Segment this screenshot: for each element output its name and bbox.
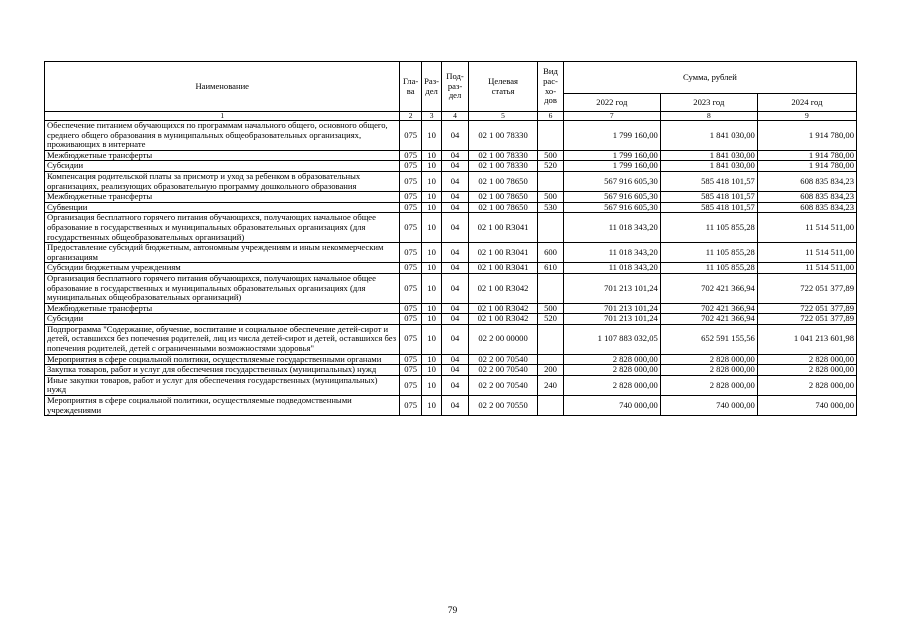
table-row — [45, 121, 857, 151]
header-glava: Гла- ва — [400, 62, 421, 112]
row-sum-2024: 2 828 000,00 — [757, 365, 856, 376]
row-target: 02 2 00 70550 — [468, 396, 537, 416]
table-row — [45, 150, 857, 161]
row-glava: 075 — [400, 365, 421, 376]
row-podrazdel: 04 — [442, 303, 469, 314]
row-razdel: 10 — [421, 396, 441, 416]
row-name: Субсидии бюджетным учреждениям — [45, 263, 400, 274]
row-razdel: 10 — [421, 150, 441, 161]
row-name: Предоставление субсидий бюджетным, автономным учреждениям и иным некоммерческим организациям — [45, 243, 400, 263]
row-sum-2024: 722 051 377,89 — [757, 273, 856, 303]
header-vid: Вид рас- хо- дов — [538, 62, 564, 112]
row-name: Подпрограмма "Содержание, обучение, воспитание и социальное обеспечение детей-сирот и детей, оставшихся без попечения родителей, лиц из числа детей-сирот и детей, оставшихся без попечения родителей, детей с ограниченными возможностями здоровья" — [45, 324, 400, 354]
row-name: Межбюджетные трансферты — [45, 303, 400, 314]
row-vid — [538, 354, 564, 365]
row-target: 02 1 00 78330 — [468, 150, 537, 161]
row-sum-2024: 608 835 834,23 — [757, 192, 856, 203]
row-vid: 500 — [538, 150, 564, 161]
row-target: 02 1 00 78330 — [468, 121, 537, 151]
row-razdel: 10 — [421, 192, 441, 203]
table-row — [45, 202, 857, 213]
row-glava: 075 — [400, 396, 421, 416]
row-podrazdel: 04 — [442, 192, 469, 203]
row-razdel: 10 — [421, 324, 441, 354]
page-number: 79 — [447, 606, 458, 616]
row-target: 02 1 00 R3041 — [468, 213, 537, 243]
row-razdel: 10 — [421, 303, 441, 314]
table-row — [45, 324, 857, 354]
row-target: 02 1 00 78330 — [468, 161, 537, 172]
row-sum-2023: 702 421 366,94 — [660, 273, 757, 303]
column-number: 5 — [468, 112, 537, 121]
row-podrazdel: 04 — [442, 213, 469, 243]
row-sum-2024: 11 514 511,00 — [757, 213, 856, 243]
row-razdel: 10 — [421, 273, 441, 303]
row-sum-2024: 1 914 780,00 — [757, 150, 856, 161]
row-target: 02 2 00 00000 — [468, 324, 537, 354]
row-glava: 075 — [400, 121, 421, 151]
column-number: 7 — [563, 112, 660, 121]
row-sum-2022: 567 916 605,30 — [563, 202, 660, 213]
row-sum-2023: 1 841 030,00 — [660, 121, 757, 151]
row-sum-2022: 11 018 343,20 — [563, 263, 660, 274]
row-sum-2024: 740 000,00 — [757, 396, 856, 416]
row-sum-2023: 11 105 855,28 — [660, 243, 757, 263]
row-glava: 075 — [400, 150, 421, 161]
row-sum-2023: 2 828 000,00 — [660, 375, 757, 395]
row-sum-2024: 1 914 780,00 — [757, 161, 856, 172]
row-razdel: 10 — [421, 171, 441, 191]
row-sum-2023: 11 105 855,28 — [660, 263, 757, 274]
row-podrazdel: 04 — [442, 121, 469, 151]
row-sum-2023: 11 105 855,28 — [660, 213, 757, 243]
row-vid — [538, 324, 564, 354]
row-sum-2024: 11 514 511,00 — [757, 243, 856, 263]
row-vid: 600 — [538, 243, 564, 263]
row-target: 02 1 00 78650 — [468, 192, 537, 203]
row-sum-2022: 1 799 160,00 — [563, 150, 660, 161]
row-target: 02 1 00 78650 — [468, 171, 537, 191]
row-glava: 075 — [400, 303, 421, 314]
row-razdel: 10 — [421, 213, 441, 243]
row-razdel: 10 — [421, 263, 441, 274]
table-row — [45, 161, 857, 172]
row-razdel: 10 — [421, 314, 441, 325]
row-vid: 610 — [538, 263, 564, 274]
row-glava: 075 — [400, 273, 421, 303]
header-year-2022: 2022 год — [563, 94, 660, 112]
row-razdel: 10 — [421, 121, 441, 151]
row-name: Субвенции — [45, 202, 400, 213]
table-row — [45, 365, 857, 376]
row-podrazdel: 04 — [442, 171, 469, 191]
row-vid: 500 — [538, 303, 564, 314]
row-vid — [538, 171, 564, 191]
row-sum-2022: 1 799 160,00 — [563, 121, 660, 151]
row-sum-2023: 2 828 000,00 — [660, 354, 757, 365]
row-podrazdel: 04 — [442, 314, 469, 325]
table-body — [45, 121, 857, 416]
table-row — [45, 303, 857, 314]
row-name: Межбюджетные трансферты — [45, 192, 400, 203]
row-razdel: 10 — [421, 354, 441, 365]
row-sum-2023: 585 418 101,57 — [660, 171, 757, 191]
row-sum-2022: 567 916 605,30 — [563, 192, 660, 203]
row-name: Компенсация родительской платы за присмотр и уход за ребенком в образовательных организациях, реализующих образовательную программу дошкольного образования — [45, 171, 400, 191]
table-row — [45, 273, 857, 303]
row-name: Субсидии — [45, 314, 400, 325]
row-sum-2024: 722 051 377,89 — [757, 314, 856, 325]
row-razdel: 10 — [421, 375, 441, 395]
row-sum-2024: 11 514 511,00 — [757, 263, 856, 274]
row-podrazdel: 04 — [442, 365, 469, 376]
row-sum-2023: 1 841 030,00 — [660, 161, 757, 172]
row-target: 02 1 00 78650 — [468, 202, 537, 213]
row-podrazdel: 04 — [442, 396, 469, 416]
row-podrazdel: 04 — [442, 375, 469, 395]
row-glava: 075 — [400, 171, 421, 191]
row-podrazdel: 04 — [442, 243, 469, 263]
row-target: 02 1 00 R3042 — [468, 303, 537, 314]
table-row — [45, 354, 857, 365]
header-sum: Сумма, рублей — [563, 62, 856, 94]
header-name: Наименование — [45, 62, 400, 112]
row-sum-2022: 2 828 000,00 — [563, 365, 660, 376]
row-podrazdel: 04 — [442, 161, 469, 172]
row-sum-2022: 11 018 343,20 — [563, 243, 660, 263]
row-glava: 075 — [400, 202, 421, 213]
column-number: 2 — [400, 112, 421, 121]
row-sum-2022: 2 828 000,00 — [563, 375, 660, 395]
header-razdel: Раз- дел — [421, 62, 441, 112]
row-razdel: 10 — [421, 243, 441, 263]
table-row — [45, 243, 857, 263]
row-glava: 075 — [400, 354, 421, 365]
row-target: 02 1 00 R3041 — [468, 243, 537, 263]
header-year-2023: 2023 год — [660, 94, 757, 112]
table-row — [45, 396, 857, 416]
row-sum-2022: 701 213 101,24 — [563, 303, 660, 314]
row-glava: 075 — [400, 314, 421, 325]
row-vid: 520 — [538, 161, 564, 172]
column-number-row — [45, 112, 857, 121]
row-sum-2023: 652 591 155,56 — [660, 324, 757, 354]
row-podrazdel: 04 — [442, 150, 469, 161]
row-sum-2024: 2 828 000,00 — [757, 375, 856, 395]
row-sum-2023: 702 421 366,94 — [660, 303, 757, 314]
row-name: Иные закупки товаров, работ и услуг для обеспечения государственных (муниципальных) нужд — [45, 375, 400, 395]
row-glava: 075 — [400, 161, 421, 172]
row-name: Организация бесплатного горячего питания обучающихся, получающих начальное общее образование в государственных и муниципальных образовательных организациях (для государственных общеобразовательных организаций) — [45, 213, 400, 243]
row-vid — [538, 213, 564, 243]
row-sum-2022: 701 213 101,24 — [563, 314, 660, 325]
row-sum-2024: 608 835 834,23 — [757, 202, 856, 213]
header-target: Целевая статья — [468, 62, 537, 112]
row-sum-2024: 608 835 834,23 — [757, 171, 856, 191]
row-name: Межбюджетные трансферты — [45, 150, 400, 161]
header-year-2024: 2024 год — [757, 94, 856, 112]
row-vid: 200 — [538, 365, 564, 376]
row-vid: 530 — [538, 202, 564, 213]
row-razdel: 10 — [421, 365, 441, 376]
column-number: 1 — [45, 112, 400, 121]
row-sum-2024: 1 041 213 601,98 — [757, 324, 856, 354]
budget-table — [44, 61, 857, 416]
table-row — [45, 314, 857, 325]
row-sum-2023: 1 841 030,00 — [660, 150, 757, 161]
row-vid: 240 — [538, 375, 564, 395]
row-sum-2022: 2 828 000,00 — [563, 354, 660, 365]
row-sum-2023: 2 828 000,00 — [660, 365, 757, 376]
row-glava: 075 — [400, 375, 421, 395]
row-sum-2024: 2 828 000,00 — [757, 354, 856, 365]
row-glava: 075 — [400, 213, 421, 243]
row-sum-2024: 722 051 377,89 — [757, 303, 856, 314]
row-podrazdel: 04 — [442, 354, 469, 365]
row-name: Мероприятия в сфере социальной политики, осуществляемые подведомственными учреждениями — [45, 396, 400, 416]
row-target: 02 2 00 70540 — [468, 365, 537, 376]
row-sum-2023: 585 418 101,57 — [660, 202, 757, 213]
column-number: 6 — [538, 112, 564, 121]
table-row — [45, 263, 857, 274]
table-row — [45, 171, 857, 191]
table-row — [45, 213, 857, 243]
row-target: 02 1 00 R3042 — [468, 273, 537, 303]
row-sum-2022: 740 000,00 — [563, 396, 660, 416]
table-row — [45, 192, 857, 203]
row-vid: 500 — [538, 192, 564, 203]
column-number: 9 — [757, 112, 856, 121]
row-glava: 075 — [400, 324, 421, 354]
row-sum-2023: 585 418 101,57 — [660, 192, 757, 203]
row-sum-2022: 1 107 883 032,05 — [563, 324, 660, 354]
row-glava: 075 — [400, 243, 421, 263]
row-vid — [538, 121, 564, 151]
row-podrazdel: 04 — [442, 324, 469, 354]
row-razdel: 10 — [421, 202, 441, 213]
column-number: 3 — [421, 112, 441, 121]
row-sum-2022: 701 213 101,24 — [563, 273, 660, 303]
row-glava: 075 — [400, 263, 421, 274]
row-target: 02 2 00 70540 — [468, 375, 537, 395]
row-name: Закупка товаров, работ и услуг для обеспечения государственных (муниципальных) нужд — [45, 365, 400, 376]
row-vid — [538, 273, 564, 303]
table-header — [45, 62, 857, 121]
row-sum-2022: 567 916 605,30 — [563, 171, 660, 191]
row-name: Мероприятия в сфере социальной политики, осуществляемые государственными органами — [45, 354, 400, 365]
column-number: 8 — [660, 112, 757, 121]
table-row — [45, 375, 857, 395]
row-vid — [538, 396, 564, 416]
row-sum-2022: 11 018 343,20 — [563, 213, 660, 243]
row-sum-2023: 740 000,00 — [660, 396, 757, 416]
row-sum-2024: 1 914 780,00 — [757, 121, 856, 151]
row-razdel: 10 — [421, 161, 441, 172]
row-target: 02 1 00 R3041 — [468, 263, 537, 274]
row-sum-2023: 702 421 366,94 — [660, 314, 757, 325]
header-podrazdel: Под- раз- дел — [442, 62, 469, 112]
row-glava: 075 — [400, 192, 421, 203]
row-vid: 520 — [538, 314, 564, 325]
row-podrazdel: 04 — [442, 273, 469, 303]
column-number: 4 — [442, 112, 469, 121]
row-name: Организация бесплатного горячего питания обучающихся, получающих начальное общее образование в государственных и муниципальных образовательных организациях (для муниципальных общеобразовательных организаций) — [45, 273, 400, 303]
row-podrazdel: 04 — [442, 263, 469, 274]
row-target: 02 2 00 70540 — [468, 354, 537, 365]
row-podrazdel: 04 — [442, 202, 469, 213]
row-target: 02 1 00 R3042 — [468, 314, 537, 325]
row-sum-2022: 1 799 160,00 — [563, 161, 660, 172]
row-name: Обеспечение питанием обучающихся по программам начального общего, основного общего, среднего общего образования в муниципальных общеобразовательных организациях, проживающих в интернате — [45, 121, 400, 151]
row-name: Субсидии — [45, 161, 400, 172]
